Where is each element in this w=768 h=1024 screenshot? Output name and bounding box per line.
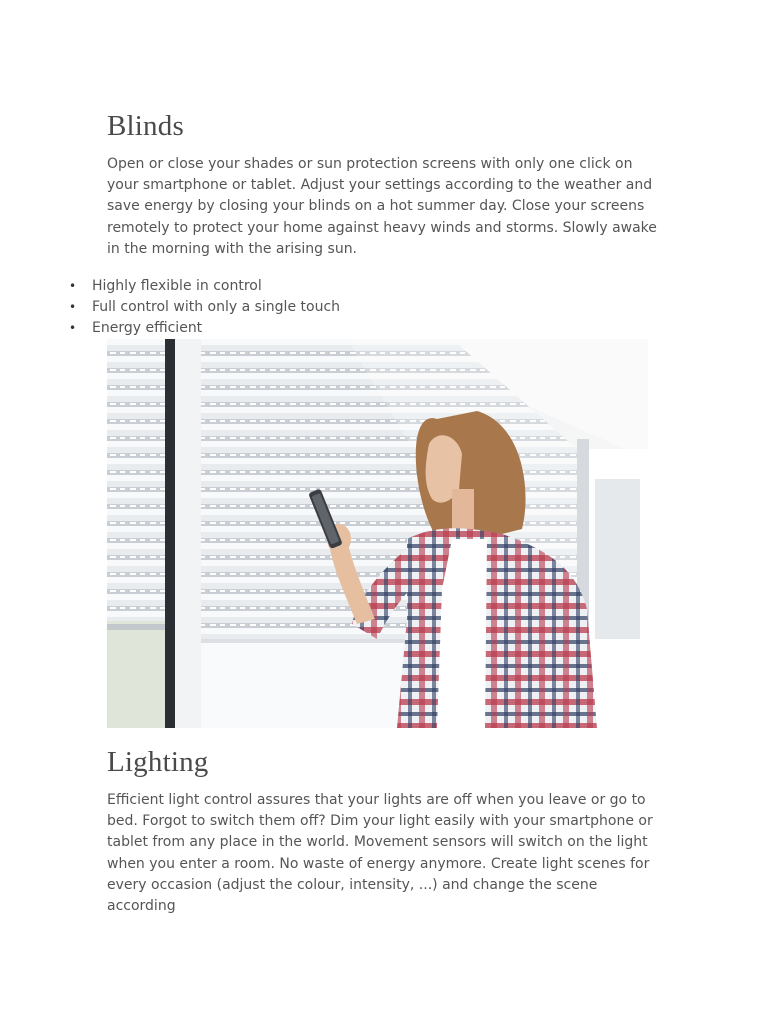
blinds-photo	[107, 339, 648, 728]
lighting-description: Efficient light control assures that your lights are off when you leave or go to bed. Forgot to switch them off? Dim your light easily with your smartphone or tablet from any place in the world. Movement sensors will switch on the light when you enter a room. No waste of energy anymore. Create light scenes for every occasion (adjust the colour, intensity, ...) and change the scene according	[107, 792, 653, 915]
list-item	[69, 297, 341, 318]
photo-woman-with-smartphone-icon	[107, 339, 648, 728]
bullet-icon: •	[69, 279, 77, 293]
bullet-icon: •	[69, 300, 77, 315]
blinds-feature-list	[69, 276, 341, 340]
bullet-icon: •	[69, 321, 77, 336]
feature-label: Full control with only a single touch	[92, 299, 341, 316]
lighting-heading: Lighting	[107, 746, 209, 778]
feature-label: Energy efficient	[92, 320, 203, 337]
feature-label: Highly flexible in control	[92, 278, 262, 294]
list-item	[69, 276, 340, 297]
blinds-description: Open or close your shades or sun protection screens with only one click on your smartphone or tablet. Adjust your settings according to the weather and save energy by closing your blinds on a hot summer day. Close your screens remotely to protect your home against heavy winds and storms. Slowly awake in the morning with the arising sun.	[107, 156, 657, 257]
list-item	[69, 318, 340, 339]
blinds-heading: Blinds	[107, 110, 184, 142]
